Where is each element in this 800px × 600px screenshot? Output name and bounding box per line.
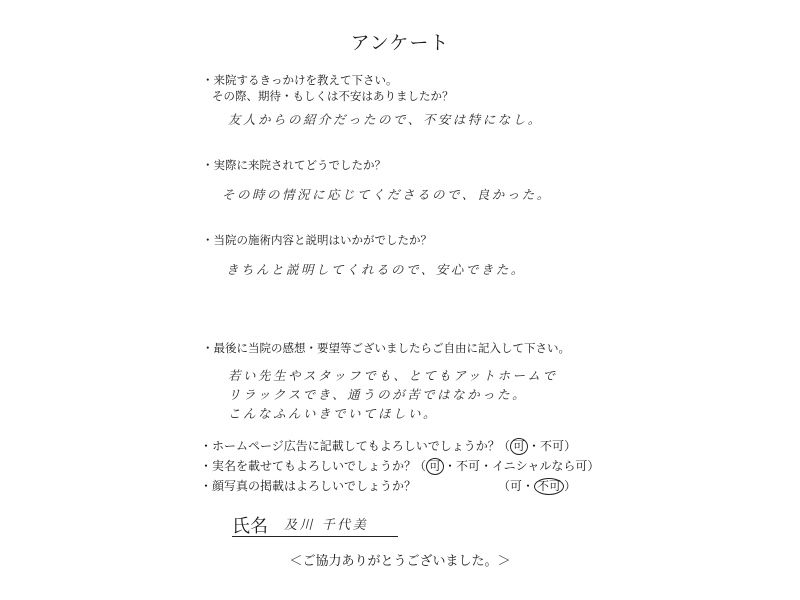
question-1 xyxy=(202,72,454,104)
option-allow: 可 xyxy=(510,479,523,493)
option-allow-selected: 可 xyxy=(510,438,528,455)
answer-2: その時の情況に応じてくださるので、良かった。 xyxy=(222,187,552,202)
permission-options-2: （ 可 ・不可・イニシャルなら可） xyxy=(414,459,600,473)
option-initials: イニシャルなら可 xyxy=(492,459,588,473)
permission-question-1: ・ホームページ広告に記載してもよろしいでしょうか？ xyxy=(200,439,500,453)
question-3: ・当院の施術内容と説明はいかがでしたか？ xyxy=(202,233,432,247)
answer-4-line-2: リラックスでき、通うのが苦ではなかった。 xyxy=(228,387,528,402)
answer-3: きちんと説明してくれるので、安心できた。 xyxy=(226,262,526,277)
permission-options-1: （ 可 ・不可） xyxy=(498,439,577,453)
answer-4 xyxy=(228,366,558,423)
name-value: 及川 千代美 xyxy=(284,518,369,533)
option-deny-selected: 不可 xyxy=(534,478,564,495)
permission-question-3: ・顔写真の掲載はよろしいでしょうか？ xyxy=(200,479,417,493)
option-deny: 不可 xyxy=(540,439,565,453)
permission-options-3: （可・ 不可 ） xyxy=(498,479,577,493)
question-4: ・最後に当院の感想・要望等ございましたらご自由に記入して下さい。 xyxy=(202,341,570,355)
question-2: ・実際に来院されてどうでしたか？ xyxy=(202,158,386,172)
page-title: アンケート xyxy=(350,32,450,54)
option-deny: 不可 xyxy=(456,459,481,473)
permission-question-2: ・実名を載せてもよろしいでしょうか？ xyxy=(200,459,417,473)
question-1-line-2: その際、期待・もしくは不安はありましたか？ xyxy=(212,89,454,103)
answer-4-line-3: こんなふんいきでいてほしい。 xyxy=(228,406,439,421)
closing-message: ＜ご協力ありがとうございました。＞ xyxy=(289,554,511,569)
answer-1: 友人からの紹介だったので、不安は特になし。 xyxy=(228,112,543,127)
name-label: 氏名 xyxy=(232,516,268,537)
name-field xyxy=(232,514,398,537)
answer-4-line-1: 若い先生やスタッフでも、とてもアットホームで xyxy=(228,368,558,383)
option-allow-selected: 可 xyxy=(426,458,444,475)
question-1-line-1: ・来院するきっかけを教えて下さい。 xyxy=(202,73,398,87)
